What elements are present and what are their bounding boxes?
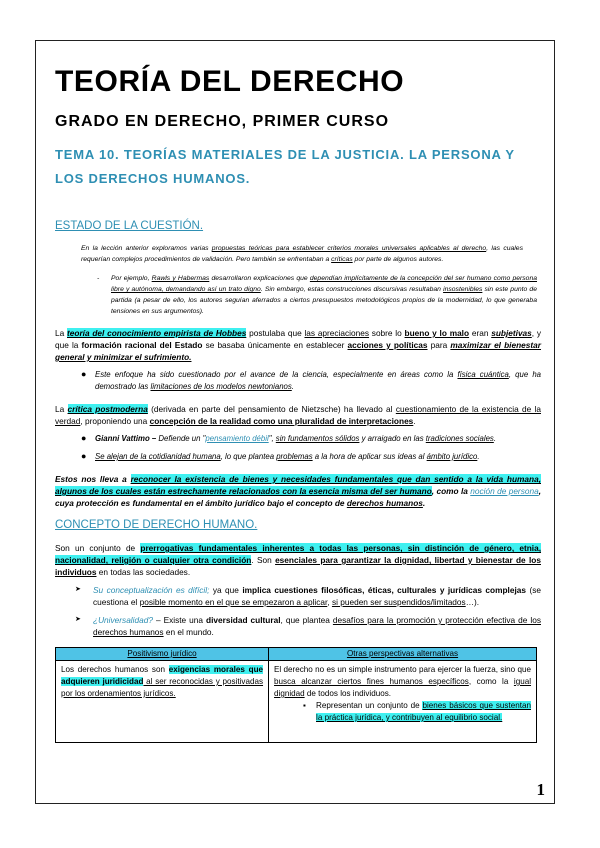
text: sin este punto de partida (a pesar de ello, los autores seguían aferrados a ciertos presupuestos metodológicos propios de la modernidad, lo que generaba tensiones en sus argumentos). (111, 286, 537, 315)
text-bold: implica cuestiones filosóficas, éticas, culturales y jurídicas complejas (242, 585, 527, 595)
text-bold: bueno y lo malo (404, 328, 470, 338)
text-underlined: sin fundamentos sólidos (275, 434, 360, 443)
text-underlined: críticas (331, 256, 353, 263)
text: se basaba únicamente en establecer (202, 340, 348, 350)
bullet-marker: ● (81, 433, 87, 443)
text: ", (268, 434, 276, 443)
arrow-marker: ➤ (75, 616, 81, 623)
section-heading-estado: ESTADO DE LA CUESTIÓN. (55, 220, 204, 232)
text-bold: subjetivas (491, 328, 532, 338)
bullet-marker: ● (81, 369, 87, 379)
bullet-item (81, 369, 541, 393)
intro-paragraph (81, 243, 523, 265)
text: eran (469, 328, 492, 338)
text: – Existe una (152, 615, 207, 625)
text: postulaba que (246, 328, 305, 338)
text-highlighted: crítica postmoderna (67, 404, 148, 414)
text: . (493, 434, 496, 443)
text: y arraigado en las (359, 434, 426, 443)
arrow-item (75, 584, 541, 608)
text: . (291, 382, 294, 391)
text-underlined: limitaciones de los modelos newtonianos (150, 382, 292, 391)
text: Por ejemplo, (111, 275, 152, 282)
text-underlined: si pueden ser suspendidos/limitados (331, 597, 466, 607)
text: , como la (468, 677, 514, 686)
text-bold: acciones y políticas (347, 340, 428, 350)
text-highlighted: prerrogativas fundamentales inherentes a todas las personas, sin distinción de género, etnia, nacionalidad, religión o cualquier otra condición (55, 543, 542, 565)
table-cell-alternativas (269, 661, 537, 743)
text: Los derechos humanos son (61, 665, 169, 674)
paragraph-conclusion (55, 473, 541, 509)
comparison-table (55, 647, 537, 743)
paragraph-definition (55, 542, 541, 578)
bullet-marker: ● (81, 451, 87, 461)
text: La (55, 404, 68, 414)
text-bold: diversidad cultural (206, 615, 281, 625)
text: (se cuestiona el (93, 585, 541, 607)
section-heading-concepto: CONCEPTO DE DERECHO HUMANO. (55, 519, 258, 531)
text: , cuya protección es fundamental en el ámbito jurídico bajo el concepto de (55, 486, 541, 508)
text-bold: maximizar el bienestar general y minimizar el sufrimiento. (55, 340, 541, 362)
bullet-item (81, 433, 541, 445)
text-underlined: problemas (276, 452, 313, 461)
bullet-item (81, 451, 541, 463)
table-header-row (56, 648, 537, 661)
table-row (56, 661, 537, 743)
text: , las cuales requerían complejos procedimientos de validación. Pero también se enfrentaban a (81, 245, 523, 263)
document-page (35, 40, 555, 804)
text: desarrollaron explicaciones que (209, 275, 310, 282)
text: por parte de algunos autores. (352, 256, 444, 263)
paragraph-hobbes (55, 327, 541, 363)
text-underlined: propuestas teóricas para establecer criterios morales universales aplicables al derecho (211, 245, 487, 252)
bullet-marker: ▪ (303, 701, 306, 710)
text-underlined: tradiciones sociales (425, 434, 494, 443)
text-underlined: desafíos para la promoción y protección efectiva de los derechos humanos (93, 615, 541, 637)
text: Son un conjunto de (55, 543, 141, 553)
text: , como la (431, 486, 471, 496)
table-header-positivismo: Positivismo jurídico (56, 648, 269, 661)
text-bold: esenciales para garantizar la dignidad, libertad y bienestar de los individuos (55, 555, 541, 577)
text: , y que la (55, 328, 542, 350)
text-underlined: igual dignidad (274, 677, 532, 698)
text: sobre lo (369, 328, 405, 338)
text-underlined: ámbito jurídico (426, 452, 478, 461)
text-underlined: busca alcanzar ciertos fines humanos específicos (274, 677, 469, 686)
text: , lo que plantea (220, 452, 277, 461)
text-highlighted: exigencias morales que adquieren juridicidad (61, 665, 264, 686)
text-highlighted: teoría del conocimiento empirista de Hobbes (67, 328, 247, 338)
dash-list-item (97, 273, 538, 317)
text: El derecho no es un simple instrumento para ejercer la fuerza, sino que (274, 665, 531, 674)
text-underlined: cuestionamiento de la existencia de la verdad (55, 404, 541, 426)
text-highlighted: bienes básicos que sustentan la práctica jurídica, y contribuyen al equilibrio social. (316, 701, 531, 722)
text-underlined: Se alejan de la cotidianidad humana (95, 452, 221, 461)
text: Representan un conjunto de (316, 701, 423, 710)
paragraph-postmodern (55, 403, 541, 427)
table-bullet-item (303, 700, 531, 724)
text-underlined: derechos humanos (346, 498, 423, 508)
text-underlined: posible momento en el que se empezaron a aplicar (139, 597, 328, 607)
text: ya que (209, 585, 243, 595)
text-underlined: al ser reconocidas y positivadas por los ordenamientos jurídicos. (61, 677, 264, 698)
table-header-alternativas: Otras perspectivas alternativas (269, 648, 537, 661)
text-accent: pensamiento débil (205, 434, 269, 443)
document-title: TEORÍA DEL DERECHO (55, 65, 405, 98)
text: Este enfoque ha sido cuestionado por el avance de la ciencia, especialmente en áreas como la (95, 370, 458, 379)
text: , que ha demostrado las (95, 370, 541, 391)
text: en todas las sociedades. (96, 567, 191, 577)
text: La (55, 328, 67, 338)
text-underlined: insostenibles (443, 286, 483, 293)
text: …). (465, 597, 480, 607)
page-content (55, 65, 541, 743)
text-highlighted: reconocer la existencia de bienes y necesidades fundamentales que dan sentido a la vida humana, algunos de los cuales están estrechamente relacionados con la esencia misma del ser humano (55, 474, 541, 496)
text: En la lección anterior exploramos varias (81, 245, 212, 252)
text: , que plantea (280, 615, 333, 625)
text: de todos los individuos. (304, 689, 392, 698)
text-accent: noción de persona (470, 486, 539, 496)
table-cell-positivismo (56, 661, 269, 743)
text: . (477, 452, 480, 461)
text: , (327, 597, 332, 607)
text-bold: Gianni Vattimo – (95, 434, 159, 443)
text: . Sin embargo, estas construcciones discursivas resultaban (260, 286, 444, 293)
text: (derivada en parte del pensamiento de Nietzsche) ha llevado al (147, 404, 396, 414)
text-underlined: física cuántica (457, 370, 509, 379)
dash-marker: - (97, 275, 100, 282)
text-bold: concepción de la realidad como una pluralidad de interpretaciones (149, 416, 414, 426)
document-subtitle: GRADO EN DERECHO, PRIMER CURSO (55, 113, 390, 130)
text: Defiende un " (158, 434, 206, 443)
text: Estos nos lleva a (55, 474, 131, 484)
text-underlined: las apreciaciones (304, 328, 370, 338)
page-number: 1 (536, 780, 545, 799)
text: , proponiendo una (80, 416, 150, 426)
text-accent: Su conceptualización es difícil; (93, 585, 210, 595)
text: a la hora de aplicar sus ideas al (312, 452, 427, 461)
text: . Son (251, 555, 276, 565)
arrow-marker: ➤ (75, 586, 81, 593)
arrow-item (75, 614, 541, 638)
text: en el mundo. (163, 627, 214, 637)
text-accent: ¿Universalidad? (93, 615, 153, 625)
text-bold: formación racional del Estado (81, 340, 203, 350)
text: para (427, 340, 451, 350)
text-underlined: dependían implícitamente de la concepción del ser humano como persona libre y autónoma, demandando así un trato digno (111, 275, 538, 293)
topic-heading: TEMA 10. TEORÍAS MATERIALES DE LA JUSTICIA. LA PERSONA Y LOS DERECHOS HUMANOS. (55, 147, 515, 186)
text-underlined: Rawls y Habermas (151, 275, 210, 282)
text: . (413, 416, 416, 426)
text: . (422, 498, 426, 508)
